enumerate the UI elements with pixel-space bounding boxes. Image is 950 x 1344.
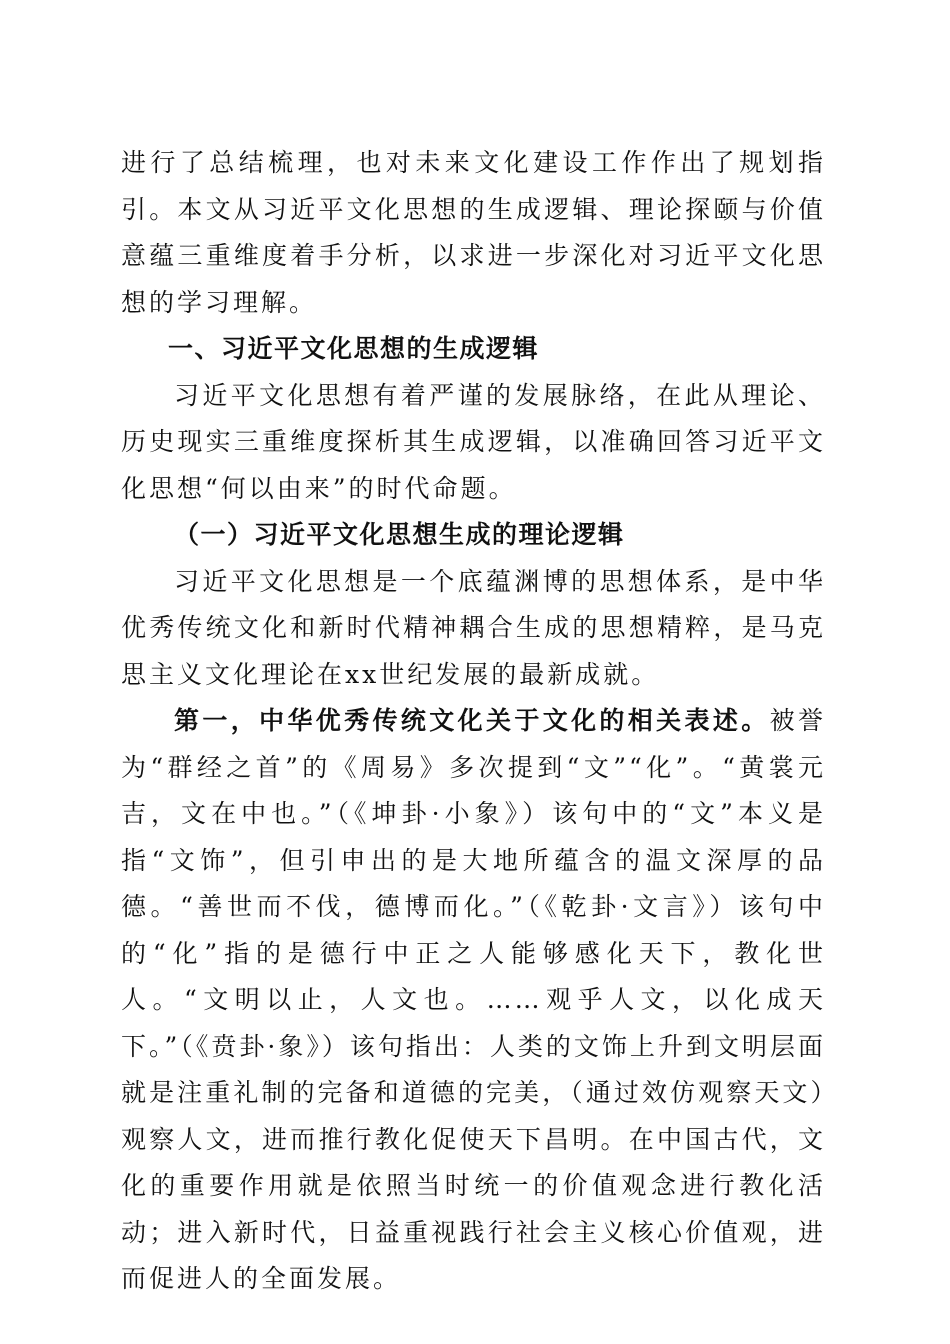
subsection-intro-paragraph: 习近平文化思想是一个底蕴渊博的思想体系，是中华优秀传统文化和新时代精神耦合生成的思想精粹，是马克思主义文化理论在xx世纪发展的最新成就。 [121, 566, 826, 689]
subsection-heading: （一）习近平文化思想生成的理论逻辑 [174, 520, 625, 549]
section-intro-paragraph: 习近平文化思想有着严谨的发展脉络，在此从理论、历史现实三重维度探析其生成逻辑，以准确回答习近平文化思想“何以由来”的时代命题。 [121, 380, 826, 503]
document-body [121, 140, 826, 1303]
section-heading: 一、习近平文化思想的生成逻辑 [168, 334, 540, 363]
first-point-lead: 第一，中华优秀传统文化关于文化的相关表述。 [174, 706, 770, 735]
first-point-body: 被誉为“群经之首”的《周易》多次提到“文”“化”。“黄裳元吉，文在中也。”（《坤卦·小象》）该句中的“文”本义是指“文饰”，但引申出的是大地所蕴含的温文深厚的品德。“善世而不伐，德博而化。”（《乾卦·文言》）该句中的“化”指的是德行中正之人能够感化天下，教化世人。“文明以止，人文也。……观乎人文，以化成天下。”（《贲卦·象》）该句指出：人类的文饰上升到文明层面就是注重礼制的完备和道德的完美，（通过效仿观察天文）观察人文，进而推行教化促使天下昌明。在中国古代，文化的重要作用就是依照当时统一的价值观念进行教化活动；进入新时代，日益重视践行社会主义核心价值观，进而促进人的全面发展。 [121, 706, 826, 1293]
first-point-paragraph [121, 698, 826, 1303]
intro-paragraph: 进行了总结梳理，也对未来文化建设工作作出了规划指引。本文从习近平文化思想的生成逻辑、理论探颐与价值意蕴三重维度着手分析，以求进一步深化对习近平文化思想的学习理解。 [121, 148, 826, 317]
